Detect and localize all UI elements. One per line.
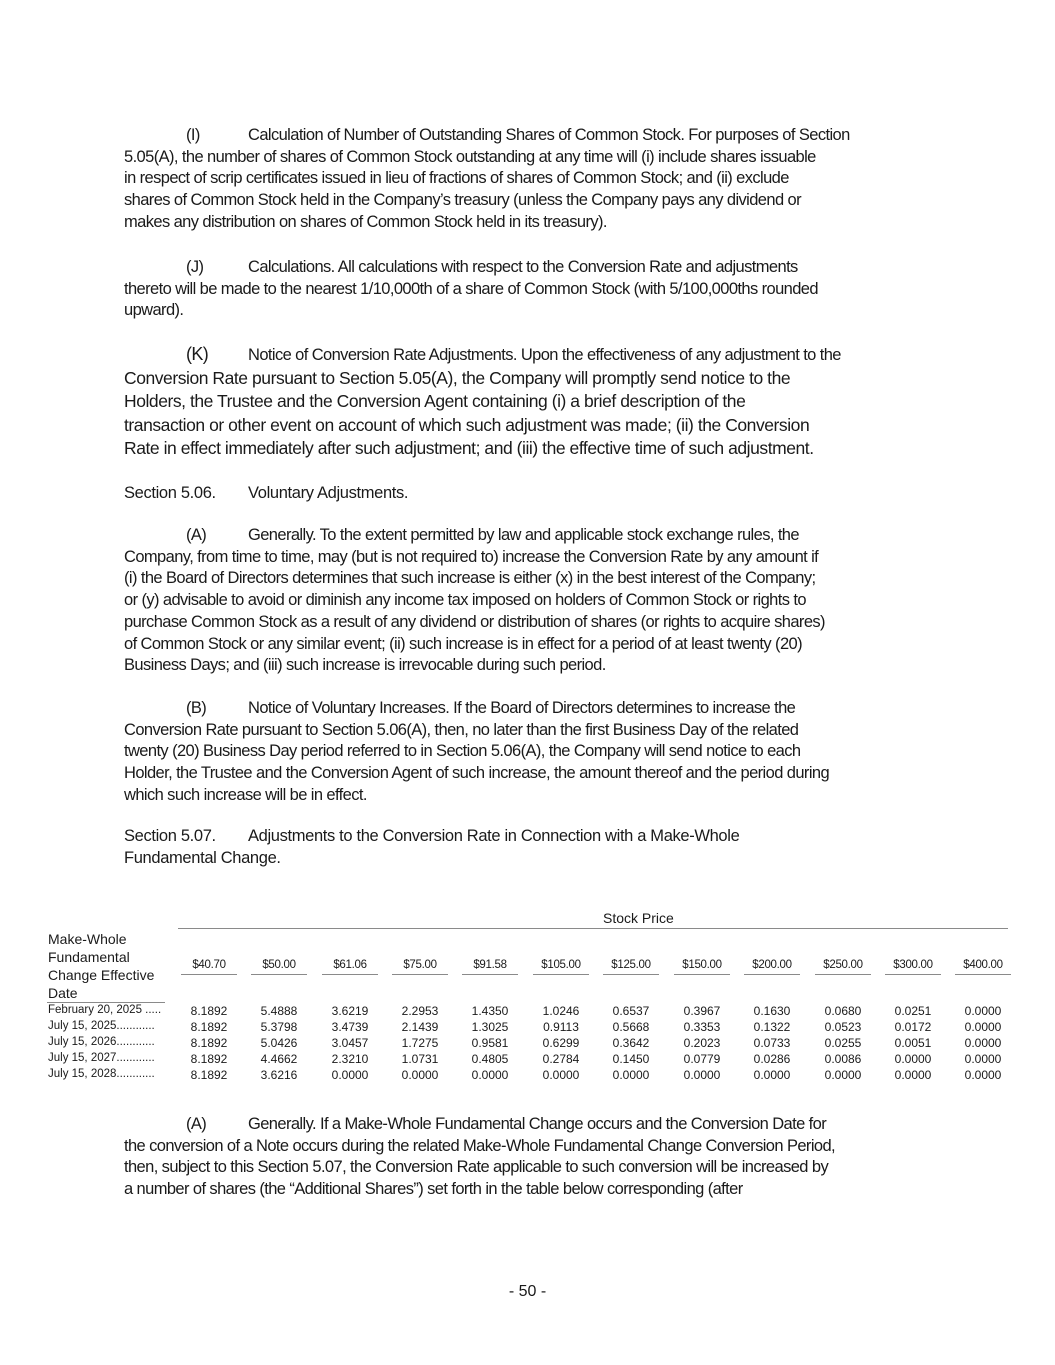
table-cell: 0.5668 — [612, 1020, 650, 1034]
price-column-header: $250.00 — [823, 959, 863, 971]
paragraph-I — [124, 125, 934, 234]
table-cell: 0.3967 — [683, 1004, 721, 1018]
price-column-header: $300.00 — [893, 959, 933, 971]
paragraph-line: (i) the Board of Directors determines that such increase is either (x) in the best interest of the Company; — [124, 569, 816, 588]
table-cell: 0.0523 — [824, 1020, 862, 1034]
paragraph-line: Conversion Rate pursuant to Section 5.06(A), then, no later than the first Business Day of the related — [124, 720, 799, 739]
paragraph-line: Conversion Rate pursuant to Section 5.05(A), the Company will promptly send notice to the — [124, 367, 791, 388]
table-cell: 0.0000 — [964, 1004, 1002, 1018]
table-cell: 8.1892 — [190, 1068, 228, 1082]
table-cell: 0.2784 — [542, 1052, 580, 1066]
table-cell: 0.1322 — [753, 1020, 791, 1034]
table-cell: 0.0680 — [824, 1004, 862, 1018]
paragraph-line: then, subject to this Section 5.07, the Conversion Rate applicable to such conversion will be increased by — [124, 1158, 829, 1177]
price-column-header: $61.06 — [333, 959, 367, 971]
paragraph-line: a number of shares (the “Additional Shares”) set forth in the table below corresponding (after — [124, 1180, 743, 1199]
price-column-header: $105.00 — [541, 959, 581, 971]
table-cell: 0.0000 — [894, 1068, 932, 1082]
table-cell: 0.0000 — [542, 1068, 580, 1082]
table-cell: 0.0000 — [964, 1020, 1002, 1034]
table-cell: 8.1892 — [190, 1052, 228, 1066]
table-cell: 4.4662 — [260, 1052, 298, 1066]
table-cell: 0.9113 — [543, 1020, 579, 1034]
table-cell: 0.0086 — [824, 1052, 862, 1066]
price-column-header: $50.00 — [262, 959, 296, 971]
section-title-continued: Fundamental Change. — [124, 848, 281, 867]
table-cell: 0.0000 — [401, 1068, 439, 1082]
section-5-07-heading — [124, 826, 934, 869]
row-date-label: July 15, 2025............ — [48, 1020, 155, 1032]
price-column-header: $200.00 — [752, 959, 792, 971]
table-cell: 0.0051 — [894, 1036, 932, 1050]
table-cell: 0.0251 — [894, 1004, 932, 1018]
table-cell: 5.3798 — [260, 1020, 298, 1034]
table-cell: 1.7275 — [401, 1036, 439, 1050]
table-cell: 0.0172 — [894, 1020, 932, 1034]
paragraph-line: shares of Common Stock held in the Company’s treasury (unless the Company pays any dividend or — [124, 191, 801, 210]
table-cell: 0.6537 — [612, 1004, 650, 1018]
table-cell: 0.0000 — [471, 1068, 509, 1082]
price-header-rule — [885, 974, 941, 975]
table-cell: 3.0457 — [331, 1036, 369, 1050]
price-header-rule — [955, 974, 1011, 975]
paragraph-line: thereto will be made to the nearest 1/10,000th of a share of Common Stock (with 5/100,000ths rounded — [124, 279, 818, 298]
paragraph-label: (A) — [186, 1115, 207, 1133]
paragraph-5-07-A — [124, 1114, 934, 1201]
paragraph-line: Notice of Voluntary Increases. If the Board of Directors determines to increase the — [248, 699, 796, 717]
stock-price-rule — [178, 928, 1008, 929]
table-cell: 2.3210 — [331, 1052, 369, 1066]
table-cell: 0.0286 — [753, 1052, 791, 1066]
price-header-rule — [744, 974, 800, 975]
table-cell: 0.0779 — [683, 1052, 721, 1066]
price-header-rule — [392, 974, 448, 975]
page-number: - 50 - — [508, 1283, 547, 1300]
price-header-rule — [674, 974, 730, 975]
table-cell: 0.6299 — [542, 1036, 580, 1050]
table-cell: 2.2953 — [401, 1004, 439, 1018]
paragraph-J — [124, 257, 934, 322]
table-cell: 0.4805 — [471, 1052, 509, 1066]
paragraph-line: Generally. If a Make-Whole Fundamental Change occurs and the Conversion Date for — [248, 1115, 827, 1133]
table-cell: 3.6219 — [331, 1004, 369, 1018]
paragraph-line: transaction or other event on account of which such adjustment was made; (ii) the Conversion — [124, 414, 810, 435]
section-title: Voluntary Adjustments. — [248, 484, 409, 502]
paragraph-line: Holders, the Trustee and the Conversion Agent containing (i) a brief description of the — [124, 391, 746, 412]
table-cell: 1.0246 — [542, 1004, 580, 1018]
price-column-header: $40.70 — [192, 959, 226, 971]
paragraph-line: Calculations. All calculations with respect to the Conversion Rate and adjustments — [248, 258, 798, 276]
paragraph-line: Calculation of Number of Outstanding Shares of Common Stock. For purposes of Section — [248, 126, 850, 144]
table-cell: 0.0000 — [612, 1068, 650, 1082]
paragraph-line: 5.05(A), the number of shares of Common Stock outstanding at any time will (i) include shares issuable — [124, 147, 816, 166]
paragraph-line: the conversion of a Note occurs during the related Make-Whole Fundamental Change Conversion Period, — [124, 1136, 836, 1155]
table-cell: 0.1450 — [612, 1052, 650, 1066]
price-column-header: $400.00 — [963, 959, 1003, 971]
price-column-header: $125.00 — [611, 959, 651, 971]
table-cell: 0.0000 — [331, 1068, 369, 1082]
stock-price-header: Stock Price — [603, 910, 674, 926]
paragraph-line: twenty (20) Business Day period referred to in Section 5.06(A), the Company will send notice to each — [124, 742, 801, 761]
price-header-rule — [322, 974, 378, 975]
price-header-rule — [533, 974, 589, 975]
paragraph-line: of Common Stock or any similar event; (ii) such increase is in effect for a period of at least twenty (20) — [124, 634, 802, 653]
table-cell: 3.6216 — [260, 1068, 298, 1082]
table-cell: 0.0000 — [964, 1052, 1002, 1066]
table-cell: 1.0731 — [401, 1052, 439, 1066]
paragraph-K — [124, 344, 934, 461]
table-cell: 8.1892 — [190, 1036, 228, 1050]
section-5-06-heading — [124, 483, 934, 505]
date-column-header: Make-Whole Fundamental Change Effective Date — [48, 931, 155, 1001]
table-cell: 0.0255 — [824, 1036, 862, 1050]
table-cell: 0.3642 — [612, 1036, 650, 1050]
price-header-rule — [462, 974, 518, 975]
price-header-rule — [815, 974, 871, 975]
table-cell: 0.0733 — [753, 1036, 791, 1050]
table-cell: 0.0000 — [753, 1068, 791, 1082]
table-cell: 5.4888 — [260, 1004, 298, 1018]
table-cell: 0.2023 — [683, 1036, 721, 1050]
paragraph-label: (J) — [186, 258, 204, 276]
section-title: Adjustments to the Conversion Rate in Connection with a Make-Whole — [248, 827, 740, 845]
price-header-rule — [251, 974, 307, 975]
row-date-label: July 15, 2027............ — [48, 1052, 155, 1064]
row-date-label: July 15, 2028............ — [48, 1068, 155, 1080]
paragraph-line: Rate in effect immediately after such adjustment; and (iii) the effective time of such adjustment. — [124, 438, 814, 459]
table-cell: 0.0000 — [683, 1068, 721, 1082]
row-date-label: July 15, 2026............ — [48, 1036, 155, 1048]
date-header-rule — [47, 1002, 165, 1003]
table-cell: 1.4350 — [471, 1004, 509, 1018]
paragraph-line: Notice of Conversion Rate Adjustments. Upon the effectiveness of any adjustment to the — [248, 346, 841, 364]
price-column-header: $75.00 — [403, 959, 437, 971]
table-cell: 5.0426 — [260, 1036, 298, 1050]
table-cell: 0.0000 — [824, 1068, 862, 1082]
paragraph-line: Company, from time to time, may (but is not required to) increase the Conversion Rate by any amount if — [124, 547, 819, 566]
price-header-rule — [181, 974, 237, 975]
paragraph-line: in respect of scrip certificates issued in lieu of fractions of shares of Common Stock; and (ii) exclude — [124, 169, 789, 188]
section-number: Section 5.06. — [124, 484, 216, 502]
price-column-header: $91.58 — [473, 959, 507, 971]
paragraph-5-06-B — [124, 698, 934, 807]
paragraph-line: Holder, the Trustee and the Conversion Agent of such increase, the amount thereof and the period during — [124, 764, 830, 783]
table-cell: 8.1892 — [190, 1004, 228, 1018]
row-date-label: February 20, 2025 ..... — [48, 1004, 162, 1016]
paragraph-5-06-A — [124, 525, 934, 677]
table-cell: 0.0000 — [964, 1068, 1002, 1082]
table-cell: 3.4739 — [331, 1020, 369, 1034]
price-column-header: $150.00 — [682, 959, 722, 971]
paragraph-line: purchase Common Stock as a result of any dividend or distribution of shares (or rights to acquire shares) — [124, 612, 825, 631]
paragraph-line: Generally. To the extent permitted by law and applicable stock exchange rules, the — [248, 526, 799, 544]
paragraph-line: Business Days; and (iii) such increase is irrevocable during such period. — [124, 656, 606, 675]
paragraph-line: which such increase will be in effect. — [124, 785, 367, 804]
table-cell: 0.9581 — [471, 1036, 509, 1050]
table-cell: 2.1439 — [401, 1020, 439, 1034]
paragraph-label: (A) — [186, 526, 207, 544]
table-cell: 0.1630 — [753, 1004, 791, 1018]
table-cell: 1.3025 — [471, 1020, 509, 1034]
price-header-rule — [603, 974, 659, 975]
table-cell: 0.0000 — [964, 1036, 1002, 1050]
paragraph-label: (K) — [186, 344, 209, 364]
table-cell: 8.1892 — [190, 1020, 228, 1034]
paragraph-line: upward). — [124, 301, 184, 320]
paragraph-label: (I) — [186, 126, 200, 144]
section-number: Section 5.07. — [124, 827, 216, 845]
table-cell: 0.0000 — [894, 1052, 932, 1066]
paragraph-line: or (y) advisable to avoid or diminish any income tax imposed on holders of Common Stock or rights to — [124, 591, 806, 610]
table-cell: 0.3353 — [683, 1020, 721, 1034]
paragraph-label: (B) — [186, 699, 207, 717]
paragraph-line: makes any distribution on shares of Common Stock held in its treasury). — [124, 212, 607, 231]
